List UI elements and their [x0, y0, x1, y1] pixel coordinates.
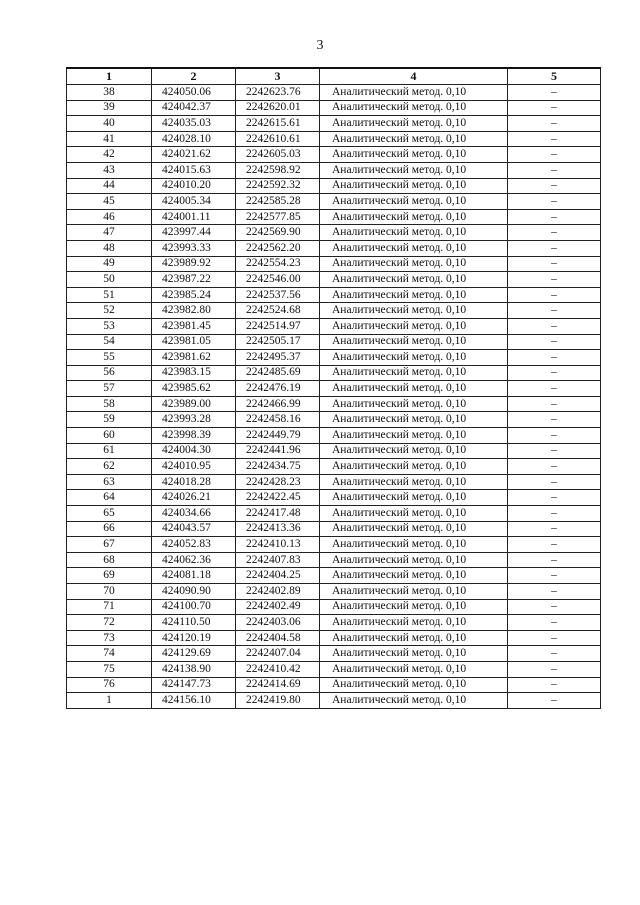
point-number-cell: 39: [67, 100, 152, 116]
note-cell: –: [508, 661, 601, 677]
method-accuracy-cell: Аналитический метод. 0,10: [320, 443, 508, 459]
y-coordinate-cell: 2242585.28: [236, 194, 320, 210]
x-coordinate-cell: 423985.62: [152, 381, 236, 397]
x-coordinate-cell: 424129.69: [152, 646, 236, 662]
x-coordinate-cell: 424026.21: [152, 490, 236, 506]
method-accuracy-cell: Аналитический метод. 0,10: [320, 256, 508, 272]
x-coordinate-cell: 424035.03: [152, 116, 236, 132]
note-cell: –: [508, 630, 601, 646]
note-cell: –: [508, 116, 601, 132]
y-coordinate-cell: 2242592.32: [236, 178, 320, 194]
table-row: [67, 661, 601, 677]
note-cell: –: [508, 303, 601, 319]
table-row: [67, 584, 601, 600]
point-number-cell: 52: [67, 303, 152, 319]
x-coordinate-cell: 423987.22: [152, 272, 236, 288]
point-number-cell: 49: [67, 256, 152, 272]
note-cell: –: [508, 272, 601, 288]
point-number-cell: 38: [67, 85, 152, 101]
note-cell: –: [508, 334, 601, 350]
x-coordinate-cell: 423983.15: [152, 365, 236, 381]
column-header-5: 5: [508, 68, 601, 85]
x-coordinate-cell: 423981.45: [152, 318, 236, 334]
y-coordinate-cell: 2242404.58: [236, 630, 320, 646]
x-coordinate-cell: 423982.80: [152, 303, 236, 319]
table-row: [67, 100, 601, 116]
note-cell: –: [508, 568, 601, 584]
y-coordinate-cell: 2242569.90: [236, 225, 320, 241]
table-row: [67, 381, 601, 397]
note-cell: –: [508, 506, 601, 522]
note-cell: –: [508, 209, 601, 225]
note-cell: –: [508, 615, 601, 631]
y-coordinate-cell: 2242495.37: [236, 350, 320, 366]
x-coordinate-cell: 424156.10: [152, 693, 236, 709]
method-accuracy-cell: Аналитический метод. 0,10: [320, 474, 508, 490]
note-cell: –: [508, 318, 601, 334]
method-accuracy-cell: Аналитический метод. 0,10: [320, 318, 508, 334]
y-coordinate-cell: 2242404.25: [236, 568, 320, 584]
method-accuracy-cell: Аналитический метод. 0,10: [320, 552, 508, 568]
y-coordinate-cell: 2242537.56: [236, 287, 320, 303]
note-cell: –: [508, 396, 601, 412]
method-accuracy-cell: Аналитический метод. 0,10: [320, 381, 508, 397]
table-header-row: [67, 68, 601, 85]
point-number-cell: 64: [67, 490, 152, 506]
method-accuracy-cell: Аналитический метод. 0,10: [320, 521, 508, 537]
point-number-cell: 75: [67, 661, 152, 677]
coordinates-table: [66, 67, 601, 709]
note-cell: –: [508, 443, 601, 459]
x-coordinate-cell: 424052.83: [152, 537, 236, 553]
x-coordinate-cell: 424110.50: [152, 615, 236, 631]
table-row: [67, 443, 601, 459]
x-coordinate-cell: 424005.34: [152, 194, 236, 210]
method-accuracy-cell: Аналитический метод. 0,10: [320, 506, 508, 522]
method-accuracy-cell: Аналитический метод. 0,10: [320, 428, 508, 444]
table-row: [67, 552, 601, 568]
table-row: [67, 318, 601, 334]
x-coordinate-cell: 424010.20: [152, 178, 236, 194]
table-row: [67, 178, 601, 194]
note-cell: –: [508, 178, 601, 194]
point-number-cell: 65: [67, 506, 152, 522]
x-coordinate-cell: 424042.37: [152, 100, 236, 116]
x-coordinate-cell: 424147.73: [152, 677, 236, 693]
x-coordinate-cell: 424062.36: [152, 552, 236, 568]
note-cell: –: [508, 225, 601, 241]
y-coordinate-cell: 2242514.97: [236, 318, 320, 334]
table-row: [67, 272, 601, 288]
method-accuracy-cell: Аналитический метод. 0,10: [320, 334, 508, 350]
note-cell: –: [508, 240, 601, 256]
x-coordinate-cell: 423993.28: [152, 412, 236, 428]
table-row: [67, 116, 601, 132]
point-number-cell: 54: [67, 334, 152, 350]
method-accuracy-cell: Аналитический метод. 0,10: [320, 459, 508, 475]
point-number-cell: 72: [67, 615, 152, 631]
point-number-cell: 61: [67, 443, 152, 459]
y-coordinate-cell: 2242577.85: [236, 209, 320, 225]
method-accuracy-cell: Аналитический метод. 0,10: [320, 584, 508, 600]
note-cell: –: [508, 459, 601, 475]
point-number-cell: 74: [67, 646, 152, 662]
point-number-cell: 76: [67, 677, 152, 693]
method-accuracy-cell: Аналитический метод. 0,10: [320, 599, 508, 615]
method-accuracy-cell: Аналитический метод. 0,10: [320, 100, 508, 116]
x-coordinate-cell: 424010.95: [152, 459, 236, 475]
y-coordinate-cell: 2242623.76: [236, 85, 320, 101]
table-row: [67, 256, 601, 272]
y-coordinate-cell: 2242524.68: [236, 303, 320, 319]
y-coordinate-cell: 2242422.45: [236, 490, 320, 506]
y-coordinate-cell: 2242466.99: [236, 396, 320, 412]
table-row: [67, 521, 601, 537]
note-cell: –: [508, 677, 601, 693]
x-coordinate-cell: 424138.90: [152, 661, 236, 677]
y-coordinate-cell: 2242414.69: [236, 677, 320, 693]
method-accuracy-cell: Аналитический метод. 0,10: [320, 693, 508, 709]
y-coordinate-cell: 2242476.19: [236, 381, 320, 397]
table-row: [67, 615, 601, 631]
point-number-cell: 62: [67, 459, 152, 475]
method-accuracy-cell: Аналитический метод. 0,10: [320, 85, 508, 101]
method-accuracy-cell: Аналитический метод. 0,10: [320, 272, 508, 288]
y-coordinate-cell: 2242485.69: [236, 365, 320, 381]
y-coordinate-cell: 2242407.83: [236, 552, 320, 568]
x-coordinate-cell: 424028.10: [152, 131, 236, 147]
method-accuracy-cell: Аналитический метод. 0,10: [320, 287, 508, 303]
table-row: [67, 350, 601, 366]
method-accuracy-cell: Аналитический метод. 0,10: [320, 396, 508, 412]
point-number-cell: 71: [67, 599, 152, 615]
point-number-cell: 59: [67, 412, 152, 428]
y-coordinate-cell: 2242413.36: [236, 521, 320, 537]
column-header-2: 2: [152, 68, 236, 85]
note-cell: –: [508, 147, 601, 163]
y-coordinate-cell: 2242615.61: [236, 116, 320, 132]
x-coordinate-cell: 423981.05: [152, 334, 236, 350]
point-number-cell: 1: [67, 693, 152, 709]
method-accuracy-cell: Аналитический метод. 0,10: [320, 162, 508, 178]
table-row: [67, 396, 601, 412]
x-coordinate-cell: 424021.62: [152, 147, 236, 163]
point-number-cell: 53: [67, 318, 152, 334]
method-accuracy-cell: Аналитический метод. 0,10: [320, 646, 508, 662]
note-cell: –: [508, 287, 601, 303]
note-cell: –: [508, 521, 601, 537]
method-accuracy-cell: Аналитический метод. 0,10: [320, 661, 508, 677]
x-coordinate-cell: 424090.90: [152, 584, 236, 600]
y-coordinate-cell: 2242403.06: [236, 615, 320, 631]
table-row: [67, 287, 601, 303]
column-header-4: 4: [320, 68, 508, 85]
y-coordinate-cell: 2242434.75: [236, 459, 320, 475]
x-coordinate-cell: 424015.63: [152, 162, 236, 178]
point-number-cell: 41: [67, 131, 152, 147]
y-coordinate-cell: 2242620.01: [236, 100, 320, 116]
note-cell: –: [508, 584, 601, 600]
note-cell: –: [508, 428, 601, 444]
method-accuracy-cell: Аналитический метод. 0,10: [320, 568, 508, 584]
x-coordinate-cell: 423989.92: [152, 256, 236, 272]
point-number-cell: 47: [67, 225, 152, 241]
x-coordinate-cell: 423993.33: [152, 240, 236, 256]
y-coordinate-cell: 2242419.80: [236, 693, 320, 709]
table-body: [67, 85, 601, 709]
method-accuracy-cell: Аналитический метод. 0,10: [320, 209, 508, 225]
note-cell: –: [508, 256, 601, 272]
note-cell: –: [508, 100, 601, 116]
method-accuracy-cell: Аналитический метод. 0,10: [320, 116, 508, 132]
point-number-cell: 42: [67, 147, 152, 163]
x-coordinate-cell: 423985.24: [152, 287, 236, 303]
method-accuracy-cell: Аналитический метод. 0,10: [320, 630, 508, 646]
note-cell: –: [508, 381, 601, 397]
table-row: [67, 365, 601, 381]
y-coordinate-cell: 2242554.23: [236, 256, 320, 272]
table-row: [67, 474, 601, 490]
note-cell: –: [508, 131, 601, 147]
x-coordinate-cell: 423981.62: [152, 350, 236, 366]
table-row: [67, 303, 601, 319]
point-number-cell: 57: [67, 381, 152, 397]
y-coordinate-cell: 2242562.20: [236, 240, 320, 256]
table-row: [67, 85, 601, 101]
x-coordinate-cell: 424004.30: [152, 443, 236, 459]
x-coordinate-cell: 423998.39: [152, 428, 236, 444]
x-coordinate-cell: 424050.06: [152, 85, 236, 101]
point-number-cell: 51: [67, 287, 152, 303]
y-coordinate-cell: 2242505.17: [236, 334, 320, 350]
point-number-cell: 67: [67, 537, 152, 553]
x-coordinate-cell: 424034.66: [152, 506, 236, 522]
table-row: [67, 506, 601, 522]
note-cell: –: [508, 350, 601, 366]
method-accuracy-cell: Аналитический метод. 0,10: [320, 178, 508, 194]
point-number-cell: 69: [67, 568, 152, 584]
point-number-cell: 40: [67, 116, 152, 132]
table-row: [67, 194, 601, 210]
method-accuracy-cell: Аналитический метод. 0,10: [320, 537, 508, 553]
note-cell: –: [508, 646, 601, 662]
y-coordinate-cell: 2242546.00: [236, 272, 320, 288]
method-accuracy-cell: Аналитический метод. 0,10: [320, 365, 508, 381]
method-accuracy-cell: Аналитический метод. 0,10: [320, 615, 508, 631]
note-cell: –: [508, 693, 601, 709]
column-header-1: 1: [67, 68, 152, 85]
point-number-cell: 63: [67, 474, 152, 490]
y-coordinate-cell: 2242402.49: [236, 599, 320, 615]
point-number-cell: 50: [67, 272, 152, 288]
method-accuracy-cell: Аналитический метод. 0,10: [320, 225, 508, 241]
table-row: [67, 209, 601, 225]
table-row: [67, 490, 601, 506]
point-number-cell: 46: [67, 209, 152, 225]
table-row: [67, 646, 601, 662]
note-cell: –: [508, 474, 601, 490]
y-coordinate-cell: 2242410.42: [236, 661, 320, 677]
table-row: [67, 568, 601, 584]
table-row: [67, 412, 601, 428]
table-row: [67, 225, 601, 241]
table-row: [67, 537, 601, 553]
x-coordinate-cell: 423997.44: [152, 225, 236, 241]
y-coordinate-cell: 2242449.79: [236, 428, 320, 444]
note-cell: –: [508, 552, 601, 568]
y-coordinate-cell: 2242417.48: [236, 506, 320, 522]
table-row: [67, 334, 601, 350]
note-cell: –: [508, 490, 601, 506]
page-number: 3: [316, 38, 324, 53]
point-number-cell: 58: [67, 396, 152, 412]
table-row: [67, 677, 601, 693]
point-number-cell: 56: [67, 365, 152, 381]
method-accuracy-cell: Аналитический метод. 0,10: [320, 131, 508, 147]
y-coordinate-cell: 2242605.03: [236, 147, 320, 163]
y-coordinate-cell: 2242458.16: [236, 412, 320, 428]
method-accuracy-cell: Аналитический метод. 0,10: [320, 350, 508, 366]
table-row: [67, 693, 601, 709]
method-accuracy-cell: Аналитический метод. 0,10: [320, 490, 508, 506]
method-accuracy-cell: Аналитический метод. 0,10: [320, 412, 508, 428]
method-accuracy-cell: Аналитический метод. 0,10: [320, 303, 508, 319]
note-cell: –: [508, 537, 601, 553]
y-coordinate-cell: 2242441.96: [236, 443, 320, 459]
method-accuracy-cell: Аналитический метод. 0,10: [320, 194, 508, 210]
table-row: [67, 131, 601, 147]
point-number-cell: 55: [67, 350, 152, 366]
column-header-3: 3: [236, 68, 320, 85]
x-coordinate-cell: 424120.19: [152, 630, 236, 646]
method-accuracy-cell: Аналитический метод. 0,10: [320, 240, 508, 256]
point-number-cell: 68: [67, 552, 152, 568]
table-row: [67, 428, 601, 444]
table-row: [67, 599, 601, 615]
note-cell: –: [508, 162, 601, 178]
note-cell: –: [508, 412, 601, 428]
note-cell: –: [508, 599, 601, 615]
table-row: [67, 147, 601, 163]
table-row: [67, 240, 601, 256]
point-number-cell: 70: [67, 584, 152, 600]
x-coordinate-cell: 424081.18: [152, 568, 236, 584]
y-coordinate-cell: 2242407.04: [236, 646, 320, 662]
y-coordinate-cell: 2242610.61: [236, 131, 320, 147]
table-row: [67, 459, 601, 475]
y-coordinate-cell: 2242410.13: [236, 537, 320, 553]
x-coordinate-cell: 424018.28: [152, 474, 236, 490]
method-accuracy-cell: Аналитический метод. 0,10: [320, 677, 508, 693]
x-coordinate-cell: 424001.11: [152, 209, 236, 225]
x-coordinate-cell: 423989.00: [152, 396, 236, 412]
point-number-cell: 44: [67, 178, 152, 194]
point-number-cell: 45: [67, 194, 152, 210]
x-coordinate-cell: 424100.70: [152, 599, 236, 615]
point-number-cell: 60: [67, 428, 152, 444]
note-cell: –: [508, 365, 601, 381]
table-row: [67, 162, 601, 178]
y-coordinate-cell: 2242598.92: [236, 162, 320, 178]
note-cell: –: [508, 85, 601, 101]
point-number-cell: 73: [67, 630, 152, 646]
y-coordinate-cell: 2242428.23: [236, 474, 320, 490]
point-number-cell: 48: [67, 240, 152, 256]
point-number-cell: 43: [67, 162, 152, 178]
y-coordinate-cell: 2242402.89: [236, 584, 320, 600]
note-cell: –: [508, 194, 601, 210]
method-accuracy-cell: Аналитический метод. 0,10: [320, 147, 508, 163]
table-row: [67, 630, 601, 646]
point-number-cell: 66: [67, 521, 152, 537]
x-coordinate-cell: 424043.57: [152, 521, 236, 537]
